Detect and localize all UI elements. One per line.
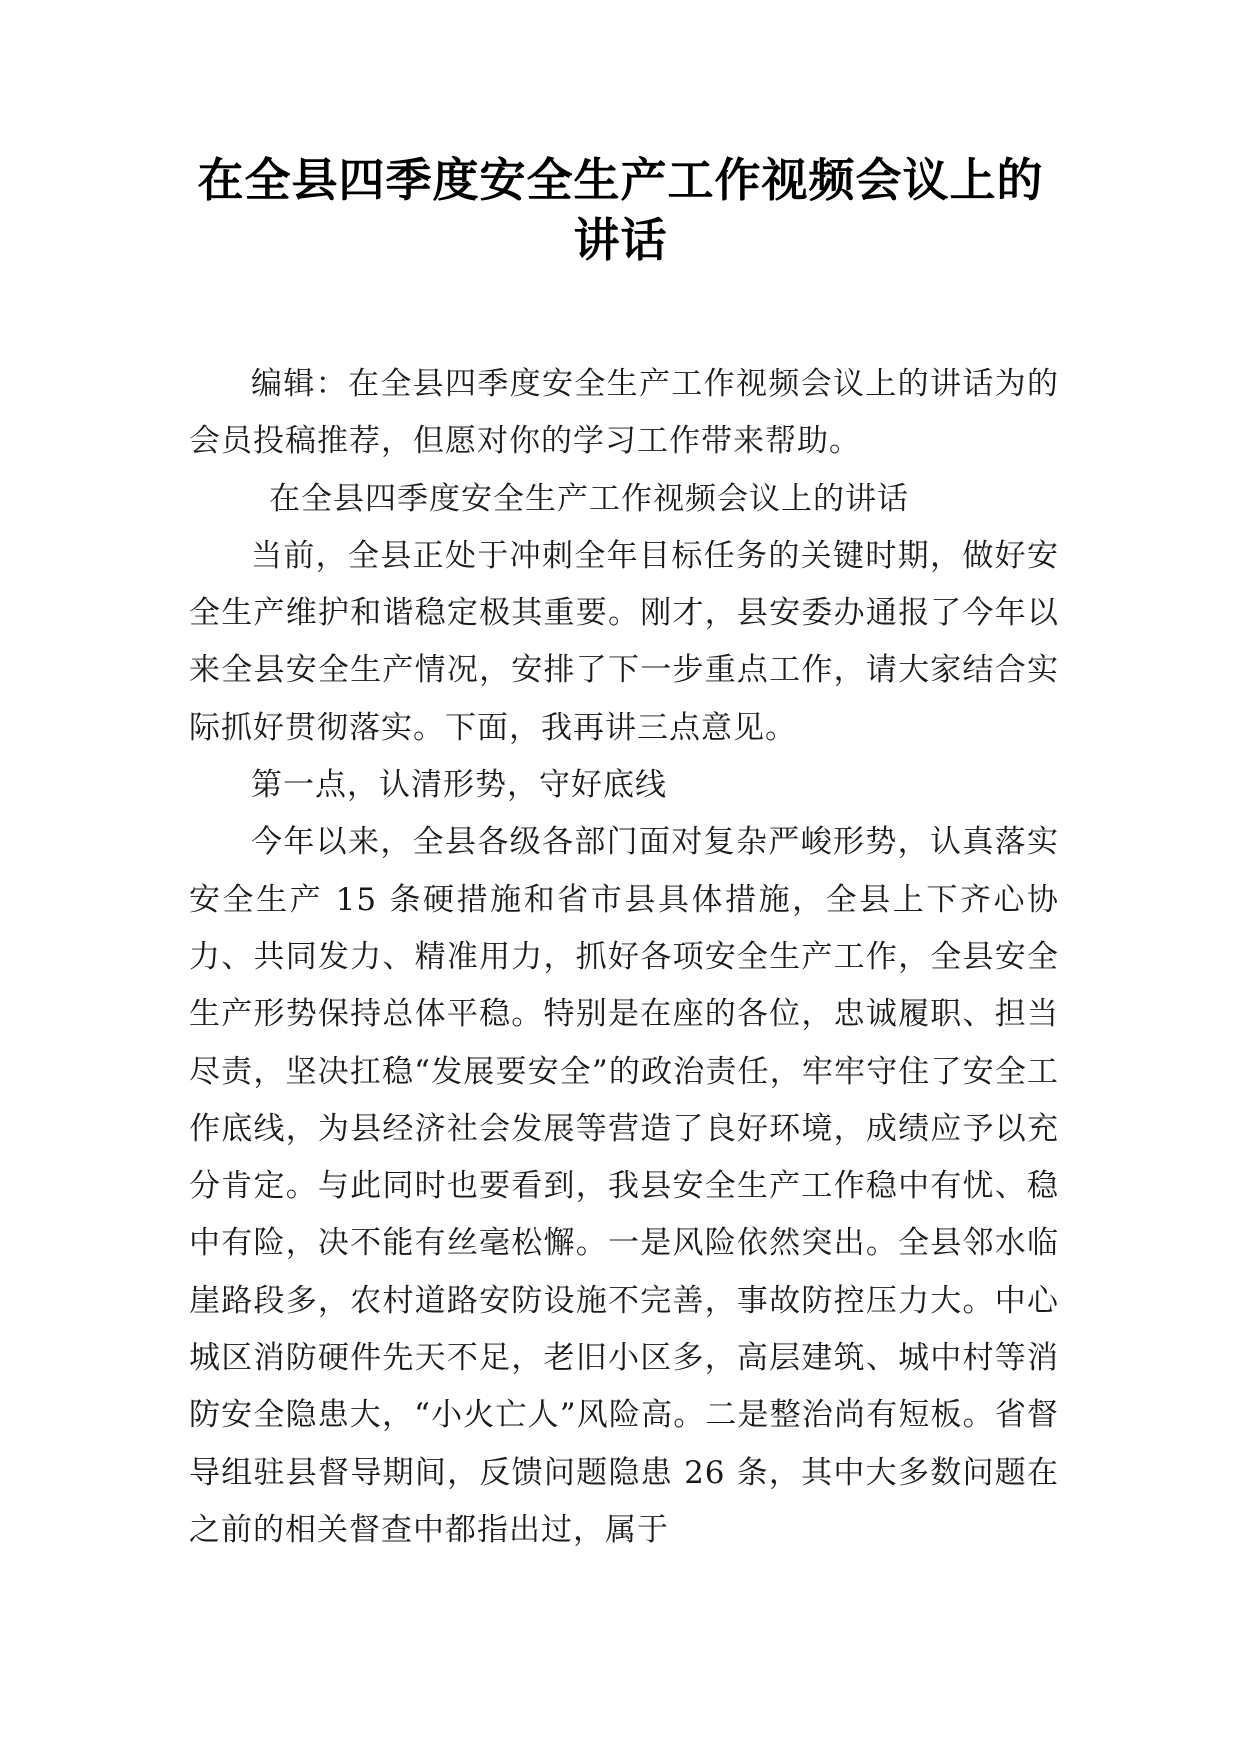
intro-paragraph: 当前，全县正处于冲刺全年目标任务的关键时期，做好安全生产维护和谐稳定极其重要。刚才，县安委办通报了今年以来全县安全生产情况，安排了下一步重点工作，请大家结合实际抓好贯彻落实。下面，我再讲三点意见。 [189, 537, 1059, 746]
document-title-line-2: 讲话 [573, 213, 668, 267]
section-heading-1: 第一点，认清形势，守好底线 [251, 767, 667, 804]
document-title-line-1: 在全县四季度安全生产工作视频会议上的 [197, 153, 1044, 207]
editor-note-paragraph: 编辑：在全县四季度安全生产工作视频会议上的讲话为的会员投稿推荐，但愿对你的学习工作带来帮助。 [189, 366, 1059, 460]
speech-inner-title: 在全县四季度安全生产工作视频会议上的讲话 [269, 480, 909, 517]
document-body [189, 356, 1059, 1559]
body-paragraph: 今年以来，全县各级各部门面对复杂严峻形势，认真落实安全生产 15 条硬措施和省市县具体措施，全县上下齐心协力、共同发力、精准用力，抓好各项安全生产工作，全县安全生产形势保持总体平稳。特别是在座的各位，忠诚履职、担当尽责，坚决扛稳“发展要安全”的政治责任，牢牢守住了安全工作底线，为县经济社会发展等营造了良好环境，成绩应予以充分肯定。与此同时也要看到，我县安全生产工作稳中有忧、稳中有险，决不能有丝毫松懈。一是风险依然突出。全县邻水临崖路段多，农村道路安防设施不完善，事故防控压力大。中心城区消防硬件先天不足，老旧小区多，高层建筑、城中村等消防安全隐患大，“小火亡人”风险高。二是整治尚有短板。省督导组驻县督导期间，反馈问题隐患 26 条，其中大多数问题在之前的相关督查中都指出过，属于 [189, 824, 1059, 1548]
document-title [150, 150, 1091, 270]
